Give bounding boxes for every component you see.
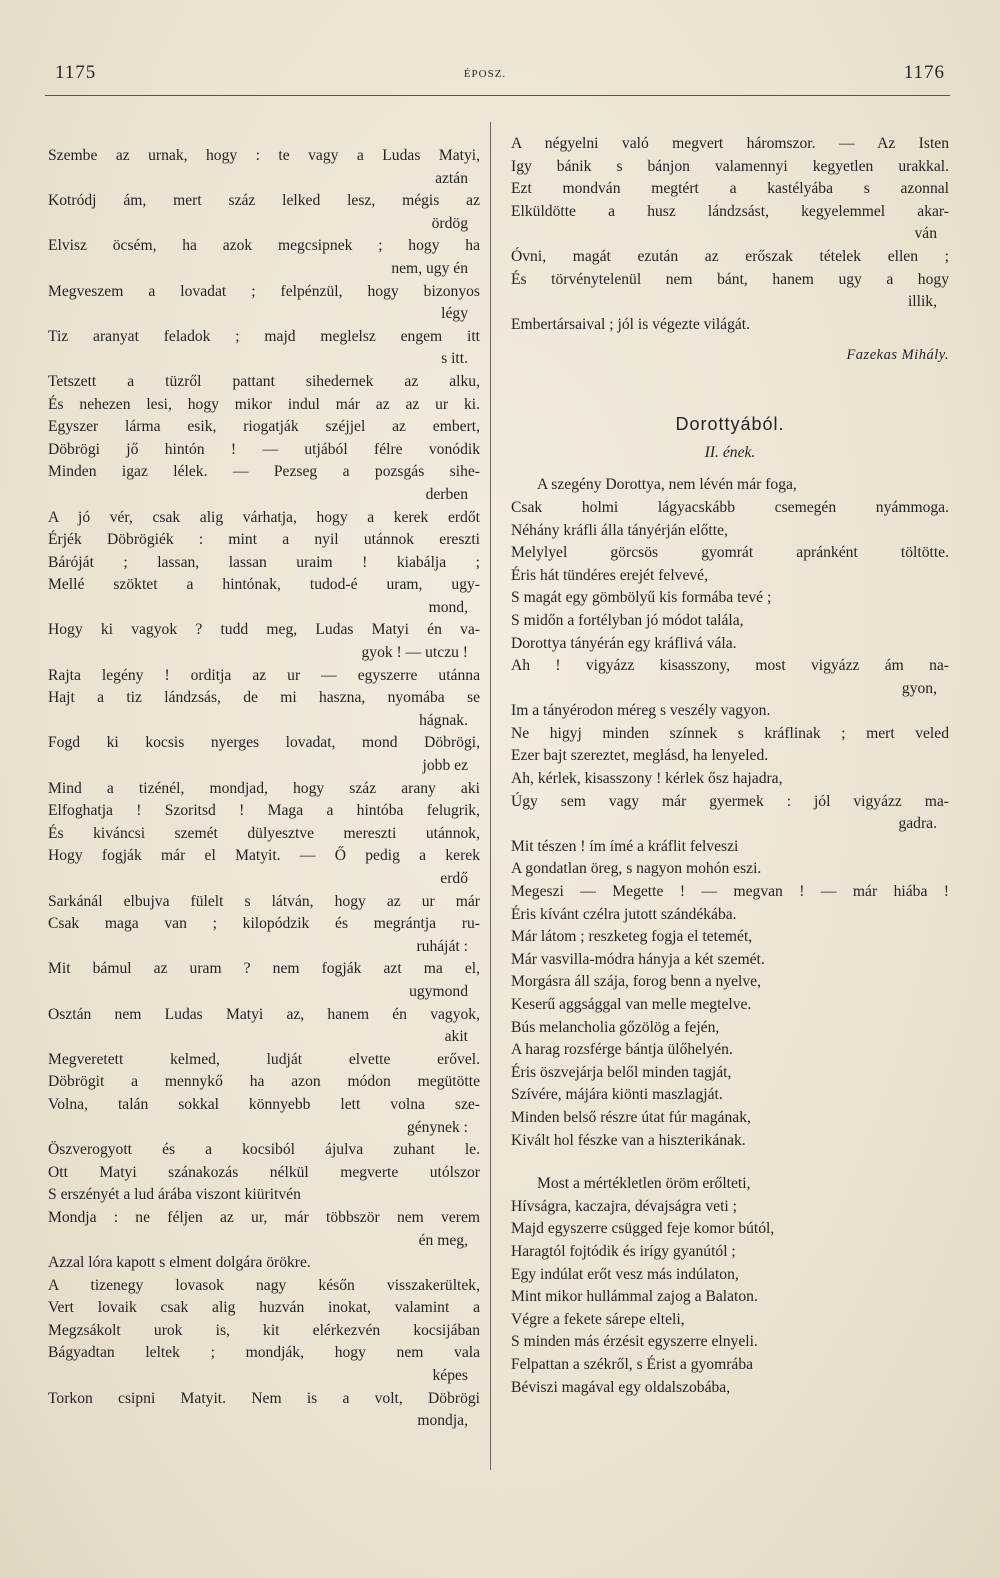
text-line: Ne higyj minden színnek s kráflinak ; mert veled: [511, 724, 949, 742]
text-line: Végre a fekete sárepe elteli,: [511, 1310, 685, 1328]
text-line: Kivált hol fészke van a hiszterikának.: [511, 1131, 746, 1149]
text-line: jobb ez: [422, 757, 468, 775]
text-line: Ezer bajt szereztet, meglásd, ha lenyeled.: [511, 747, 769, 765]
text-line: A harag rozsférge bántja ülőhelyén.: [511, 1041, 733, 1059]
text-line: derben: [425, 485, 468, 503]
header-rule: [45, 95, 950, 96]
text-line: Már vasvilla-módra hányja a két szemét.: [511, 950, 765, 968]
text-line: Megeszi — Megette ! — megvan ! — már hiába !: [511, 883, 949, 901]
text-line: Megveretett kelmed, ludját elvette erővel.: [48, 1050, 480, 1068]
text-line: légy: [441, 305, 468, 323]
text-line: A szegény Dorottya, nem lévén már foga,: [537, 476, 797, 494]
text-line: s itt.: [441, 350, 468, 368]
text-line: Fogd ki kocsis nyerges lovadat, mond Döbrögi,: [48, 734, 480, 752]
text-line: Szembe az urnak, hogy : te vagy a Ludas Matyi,: [48, 147, 480, 164]
text-line: Mellé szöktet a hintónak, tudod-é uram, ugy-: [48, 576, 480, 594]
text-line: képes: [432, 1367, 468, 1385]
text-line: Éris öszvejárja belől minden tagját,: [511, 1063, 732, 1081]
text-line: Elvisz öcsém, ha azok megcsipnek ; hogy ha: [48, 237, 480, 255]
text-line: génynek :: [406, 1118, 468, 1136]
text-line: gyok ! — utczu !: [361, 644, 468, 662]
text-line: aztán: [435, 169, 468, 187]
text-line: Rajta legény ! orditja az ur — egyszerre utánna: [48, 666, 480, 684]
text-line: Csak holmi lágyacskább csemegén nyámmoga.: [511, 498, 949, 516]
text-line: Torkon csipni Matyit. Nem is a volt, Döbrögi: [48, 1389, 480, 1407]
running-head: ÉPOSZ.: [463, 68, 507, 80]
text-line: Hívságra, kaczajra, dévajságra veti ;: [511, 1197, 737, 1215]
text-line: Keserű aggsággal van melle megtelve.: [511, 996, 752, 1013]
text-line: És kiváncsi szemét dülyesztve mereszti utánnok,: [48, 824, 480, 842]
author-signature: Fazekas Mihály.: [846, 347, 949, 364]
text-line: ván: [914, 225, 937, 243]
text-line: Kotródj ám, mert száz lelked lesz, mégis az: [48, 192, 480, 210]
text-line: Csak maga van ; kilopódzik és megrántja ru-: [48, 915, 480, 933]
text-line: Im a tányérodon méreg s veszély vagyon.: [511, 702, 771, 720]
text-line: Morgásra áll szája, forog benn a nyelve,: [511, 973, 761, 991]
text-line: A tizenegy lovasok nagy későn visszakerültek,: [48, 1276, 480, 1294]
text-line: Bágyadtan leltek ; mondják, hogy nem vala: [48, 1344, 480, 1362]
text-line: gyon,: [901, 679, 937, 697]
text-line: Azzal lóra kapott s elment dolgára örökre.: [48, 1254, 311, 1272]
text-line: Béviszi magával egy oldalszobába,: [511, 1378, 731, 1396]
text-line: Éris hát tündéres erejét felvevé,: [511, 566, 708, 584]
text-line: Éris kívánt czélra jutott szándékába.: [511, 905, 737, 923]
text-line: akit: [444, 1028, 468, 1046]
text-line: Néhány kráfli álla tányérján előtte,: [511, 521, 728, 539]
text-line: Érjék Döbrögiék : mint a nyil utánnok ereszti: [48, 531, 480, 549]
right-column: [511, 133, 949, 1399]
text-line: Elfoghatja ! Szoritsd ! Maga a hintóba felugrik,: [48, 802, 480, 820]
text-line: Mondja : ne féljen az ur, már többször nem verem: [48, 1208, 480, 1226]
text-line: S midőn a fortélyban jó módot talála,: [511, 611, 744, 629]
text-line: Minden belső részre útat fúr magának,: [511, 1108, 751, 1126]
text-line: erdő: [440, 870, 468, 887]
text-line: A gondatlan öreg, s nagyon mohón eszi.: [511, 860, 762, 878]
text-line: Haragtól fojtódik és irígy gyanútól ;: [511, 1242, 736, 1260]
text-line: Felpattan a székről, s Érist a gyomrába: [511, 1355, 754, 1373]
text-line: Hogy ki vagyok ? tudd meg, Ludas Matyi én va-: [48, 621, 480, 639]
text-line: én meg,: [418, 1231, 468, 1249]
text-line: Mit bámul az uram ? nem fogják azt ma el,: [48, 960, 480, 978]
text-line: Ah ! vigyázz kisasszony, most vigyázz ám na-: [511, 657, 949, 675]
text-line: Úgy sem vagy már gyermek : jól vigyázz ma-: [511, 792, 949, 810]
text-line: Vert lovaik csak alig huzván inokat, valamint a: [48, 1299, 480, 1317]
column-divider: [490, 122, 491, 1470]
text-line: Dorottya tányérán egy kráflivá vála.: [511, 634, 737, 652]
poem-title: Dorottyából.: [675, 414, 785, 435]
text-line: Báróját ; lassan, lassan uraim ! kiabálja ;: [48, 553, 480, 571]
text-line: Ah, kérlek, kisasszony ! kérlek ősz hajadra,: [511, 770, 783, 788]
text-line: Sarkánál elbujva fülelt s látván, hogy az ur már: [48, 892, 480, 910]
text-line: Már látom ; reszketeg fogja el tetemét,: [511, 928, 753, 946]
stanza-gap: [511, 1152, 949, 1173]
text-line: ördög: [431, 214, 468, 232]
text-line: mondja,: [417, 1412, 468, 1430]
text-line: És nehezen lesi, hogy mikor indul már az az ur ki.: [48, 395, 480, 413]
text-line: Hajt a tiz lándzsás, de mi haszna, nyomába se: [48, 689, 480, 707]
right-page-number: 1176: [903, 62, 945, 83]
page-header: [45, 62, 945, 92]
text-line: gadra.: [898, 815, 937, 833]
text-line: A jó vér, csak alig várhatja, hogy a kerek erdőt: [48, 508, 480, 526]
text-line: Bús melancholia gőzölög a fején,: [511, 1018, 720, 1036]
left-page-number: 1175: [55, 62, 97, 83]
text-line: S magát egy gömbölyű kis formába tevé ;: [511, 589, 772, 607]
text-line: hágnak.: [419, 711, 468, 729]
text-line: Volna, talán sokkal könnyebb lett volna sze-: [48, 1095, 480, 1113]
text-line: Minden igaz lélek. — Pezseg a pozsgás sihe-: [48, 463, 480, 481]
text-line: Ott Matyi szánakozás nélkül megverte utólszor: [48, 1163, 480, 1181]
text-line: Mind a tizénél, mondjad, hogy száz arany aki: [48, 779, 480, 797]
text-line: Mit tészen ! ím ímé a kráflit felveszi: [511, 837, 739, 855]
text-line: Igy bánik s bánjon valamennyi kegyetlen urakkal.: [511, 157, 949, 175]
text-line: És törvénytelenül nem bánt, hanem ugy a hogy: [511, 270, 949, 288]
text-line: A négyelni való megvert háromszor. — Az Isten: [511, 135, 949, 152]
text-line: Szívére, májára kiönti maszlagját.: [511, 1086, 723, 1104]
text-line: Embertársaival ; jól is végezte világát.: [511, 315, 751, 333]
text-line: Tiz aranyat feladok ; majd meglelsz engem itt: [48, 327, 480, 345]
text-line: Hogy fogják már el Matyit. — Ő pedig a kerek: [48, 847, 480, 865]
text-line: mond,: [428, 598, 468, 616]
text-line: Egy indúlat erőt vesz más indúlaton,: [511, 1265, 739, 1283]
text-line: Elküldötte a husz lándzsást, kegyelemmel akar-: [511, 202, 949, 220]
poem-ending: [511, 133, 949, 336]
text-line: Öszverogyott és a kocsiból ájulva zuhant le.: [48, 1141, 480, 1159]
poem-subtitle: II. ének.: [704, 444, 756, 462]
text-line: Megveszem a lovadat ; felpénzül, hogy bizonyos: [48, 282, 480, 300]
stanza-1: [511, 474, 949, 1152]
text-line: Osztán nem Ludas Matyi az, hanem én vagyok,: [48, 1005, 480, 1023]
text-line: Döbrögi jő hintón ! — utjából félre vonódik: [48, 440, 480, 458]
text-line: Mint mikor hullámmal zajog a Balaton.: [511, 1288, 758, 1306]
text-line: Melylyel görcsös gyomrát apránként töltötte.: [511, 544, 949, 562]
text-line: Tetszett a tüzről pattant sihedernek az alku,: [48, 372, 480, 390]
text-line: Megzsákolt urok is, kit elérkezvén kocsijában: [48, 1321, 480, 1339]
text-line: S minden más érzésit egyszerre elnyeli.: [511, 1333, 758, 1351]
text-line: ugymond: [409, 982, 468, 1000]
text-line: nem, ugy én: [391, 259, 468, 277]
text-line: Egyszer lárma esik, riogatják széjjel az embert,: [48, 418, 480, 436]
stanza-2: [511, 1173, 949, 1399]
text-line: ruháját :: [416, 937, 468, 955]
text-line: Majd egyszerre csügged feje komor bútól,: [511, 1220, 775, 1238]
text-line: Most a mértékletlen öröm erőlteti,: [537, 1175, 751, 1193]
text-line: Óvni, magát ezután az erőszak tételek ellen ;: [511, 247, 949, 265]
text-line: illik,: [907, 293, 937, 311]
left-column: [48, 145, 480, 1433]
text-line: Ezt mondván megtért a kastélyába s azonnal: [511, 180, 949, 198]
text-line: Döbrögit a mennykő ha azon módon megütötte: [48, 1073, 480, 1091]
text-line: S erszényét a lud árába viszont kiüritvén: [48, 1186, 301, 1204]
